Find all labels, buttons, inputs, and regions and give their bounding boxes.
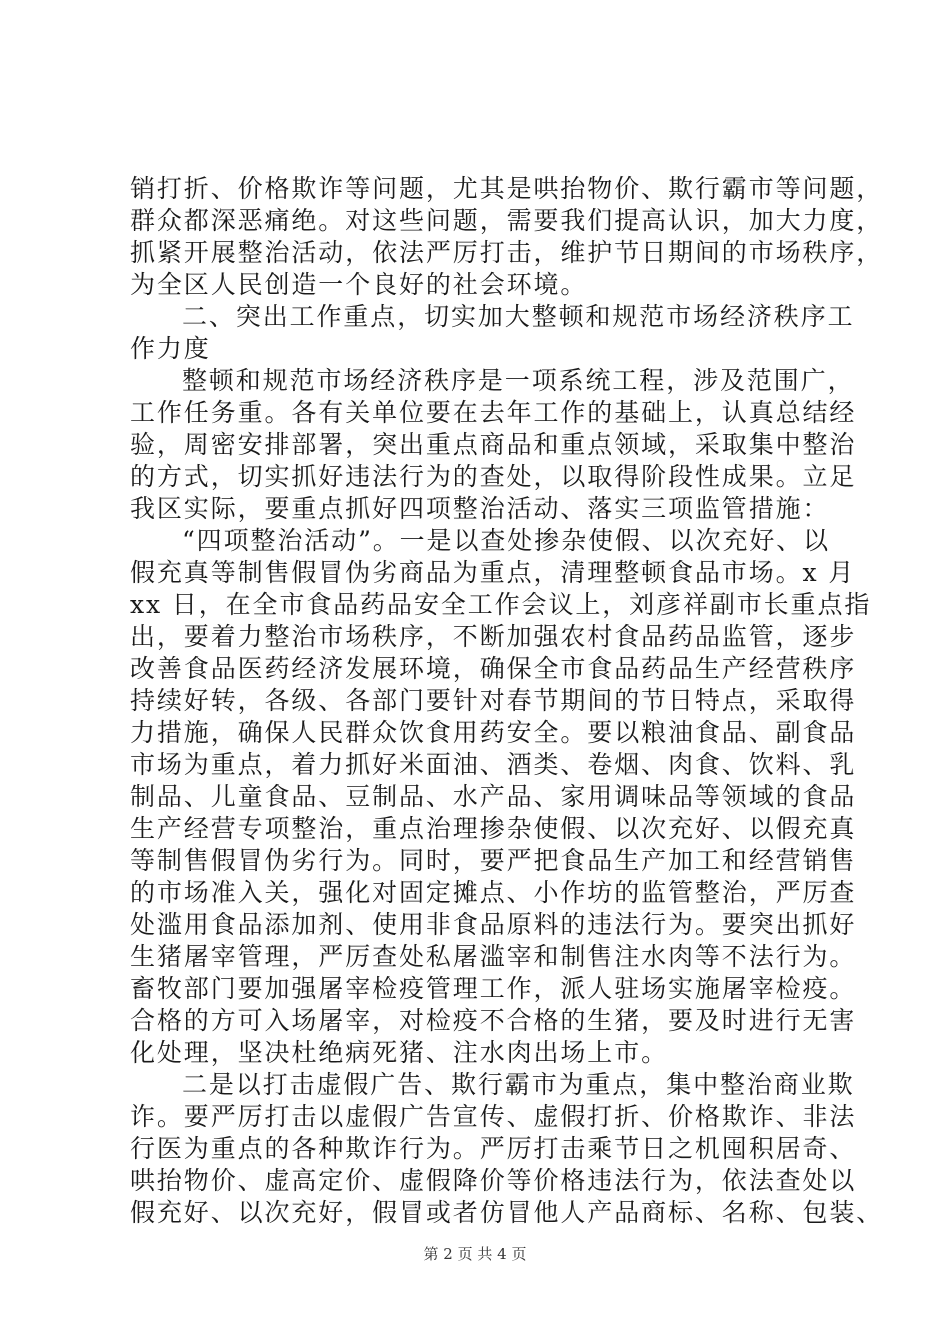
text-line: 持续好转，各级、各部门要针对春节期间的节日特点，采取得: [130, 686, 857, 715]
text-line: 等制售假冒伪劣行为。同时，要严把食品生产加工和经营销售: [130, 846, 857, 875]
section-heading-line: 作力度: [130, 334, 211, 363]
text-line: 的方式，切实抓好违法行为的查处，以取得阶段性成果。立足: [130, 462, 857, 491]
text-line: 的市场准入关，强化对固定摊点、小作坊的监管整治，严厉查: [130, 878, 857, 907]
text-line: 工作任务重。各有关单位要在去年工作的基础上，认真总结经: [130, 398, 857, 427]
section-heading-line: 二、突出工作重点，切实加大整顿和规范市场经济秩序工: [182, 302, 855, 331]
page-footer: [0, 1243, 950, 1264]
text-line: 哄抬物价、虚高定价、虚假降价等价格违法行为，依法查处以: [130, 1166, 857, 1195]
text-line: 畜牧部门要加强屠宰检疫管理工作，派人驻场实施屠宰检疫。: [130, 974, 857, 1003]
text-line: 群众都深恶痛绝。对这些问题，需要我们提高认识，加大力度，: [130, 206, 884, 235]
text-line: 行医为重点的各种欺诈行为。严厉打击乘节日之机囤积居奇、: [130, 1134, 857, 1163]
text-line: 化处理，坚决杜绝病死猪、注水肉出场上市。: [130, 1038, 669, 1067]
paragraph-start-line: 二是以打击虚假广告、欺行霸市为重点，集中整治商业欺: [182, 1070, 855, 1099]
text-line: 出，要着力整治市场秩序，不断加强农村食品药品监管，逐步: [130, 622, 857, 651]
text-line: 生产经营专项整治，重点治理掺杂使假、以次充好、以假充真: [130, 814, 857, 843]
text-line: 市场为重点，着力抓好米面油、酒类、卷烟、肉食、饮料、乳: [130, 750, 857, 779]
text-line: xx 日，在全市食品药品安全工作会议上，刘彦祥副市长重点指: [130, 590, 872, 619]
paragraph-start-line: “四项整治活动”。一是以查处掺杂使假、以次充好、以: [182, 526, 831, 555]
text-line: 诈。要严厉打击以虚假广告宣传、虚假打折、价格欺诈、非法: [130, 1102, 857, 1131]
text-line: 假充真等制售假冒伪劣商品为重点，清理整顿食品市场。x 月: [130, 558, 856, 587]
text-line: 抓紧开展整治活动，依法严厉打击，维护节日期间的市场秩序，: [130, 238, 884, 267]
text-line: 力措施，确保人民群众饮食用药安全。要以粮油食品、副食品: [130, 718, 857, 747]
text-line: 合格的方可入场屠宰，对检疫不合格的生猪，要及时进行无害: [130, 1006, 857, 1035]
paragraph-start-line: 整顿和规范市场经济秩序是一项系统工程，涉及范围广，: [182, 366, 855, 395]
text-line: 假充好、以次充好，假冒或者仿冒他人产品商标、名称、包装、: [130, 1198, 884, 1227]
text-line: 处滥用食品添加剂、使用非食品原料的违法行为。要突出抓好: [130, 910, 857, 939]
text-line: 改善食品医药经济发展环境，确保全市食品药品生产经营秩序: [130, 654, 857, 683]
text-line: 制品、儿童食品、豆制品、水产品、家用调味品等领域的食品: [130, 782, 857, 811]
text-line: 销打折、价格欺诈等问题，尤其是哄抬物价、欺行霸市等问题，: [130, 174, 884, 203]
document-body: [130, 173, 884, 1229]
text-line: 我区实际，要重点抓好四项整治活动、落实三项监管措施：: [130, 494, 830, 523]
page-number: 第 2 页 共 4 页: [423, 1245, 527, 1263]
text-line: 为全区人民创造一个良好的社会环境。: [130, 270, 588, 299]
text-line: 生猪屠宰管理，严厉查处私屠滥宰和制售注水肉等不法行为。: [130, 942, 857, 971]
text-line: 验，周密安排部署，突出重点商品和重点领域，采取集中整治: [130, 430, 857, 459]
